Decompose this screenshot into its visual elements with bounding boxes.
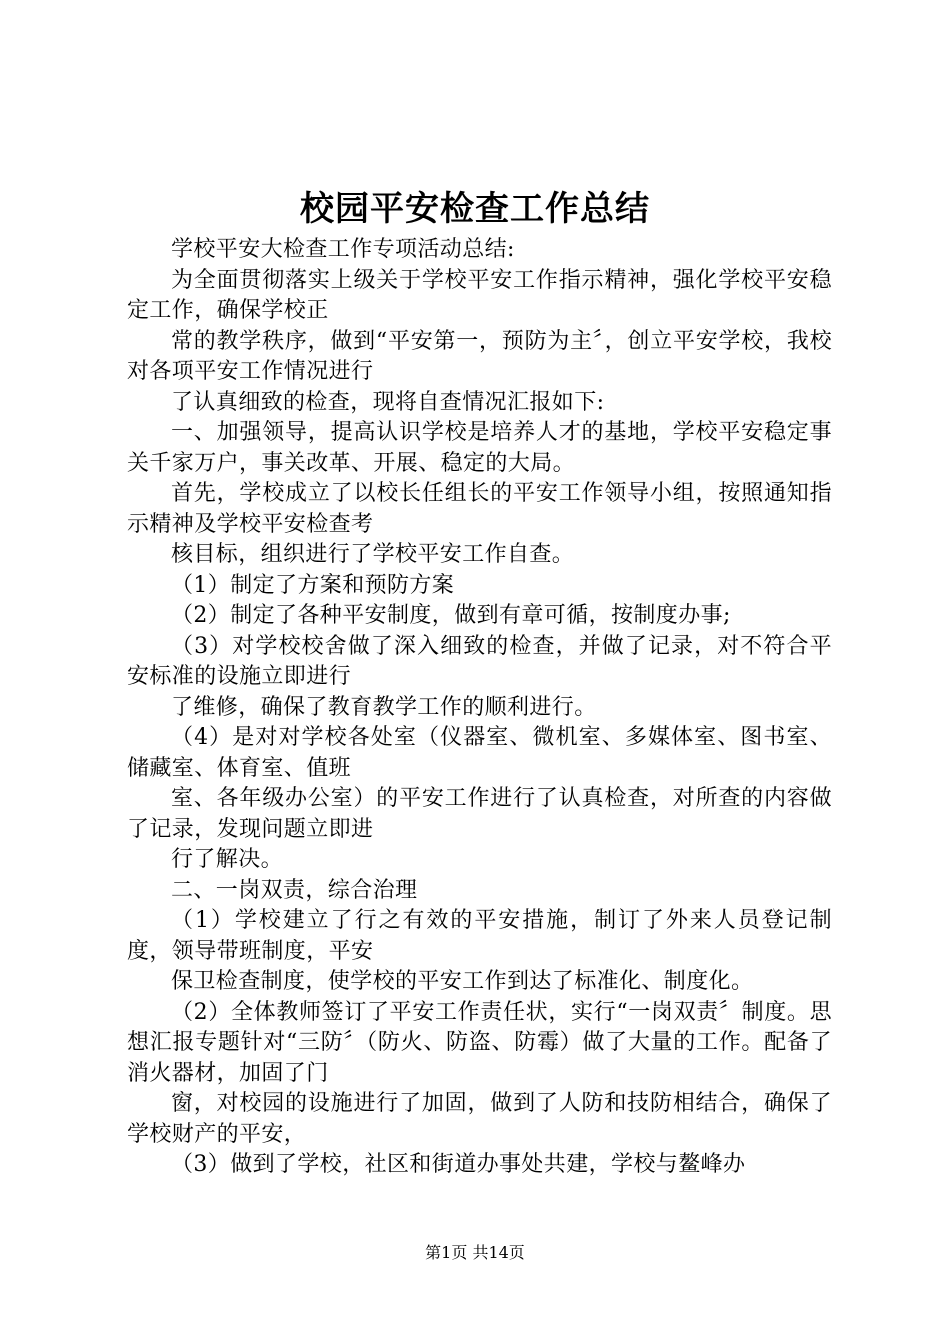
paragraph: （2）全体教师签订了平安工作责任状，实行“一岗双责〞制度。思想汇报专题针对“三防〞（防火、防盗、防霉）做了大量的工作。配备了消火器材，加固了门 [127, 999, 832, 1086]
document-body [127, 235, 832, 1181]
paragraph: 常的教学秩序，做到“平安第一，预防为主〞，创立平安学校，我校对各项平安工作情况进行 [127, 328, 832, 384]
paragraph: （1）学校建立了行之有效的平安措施，制订了外来人员登记制度，领导带班制度，平安 [127, 908, 832, 964]
paragraph: 了维修，确保了教育教学工作的顺利进行。 [171, 694, 597, 720]
paragraph: 窗，对校园的设施进行了加固，做到了人防和技防相结合，确保了学校财产的平安， [127, 1091, 832, 1147]
paragraph: 为全面贯彻落实上级关于学校平安工作指示精神，强化学校平安稳定工作，确保学校正 [127, 267, 832, 323]
paragraph: 学校平安大检查工作专项活动总结: [171, 237, 515, 262]
paragraph: （3）对学校校舍做了深入细致的检查，并做了记录，对不符合平安标准的设施立即进行 [127, 633, 832, 689]
document-title: 校园平安检查工作总结 [300, 189, 650, 229]
paragraph: 了认真细致的检查，现将自查情况汇报如下: [171, 389, 605, 415]
paragraph: 核目标，组织进行了学校平安工作自查。 [171, 542, 575, 567]
paragraph: （1）制定了方案和预防方案 [171, 572, 455, 598]
paragraph: （4）是对对学校各处室（仪器室、微机室、多媒体室、图书室、储藏室、体育室、值班 [127, 725, 832, 781]
paragraph: 行了解决。 [171, 847, 284, 872]
paragraph: （2）制定了各种平安制度，做到有章可循，按制度办事; [171, 603, 731, 628]
paragraph: 首先，学校成立了以校长任组长的平安工作领导小组，按照通知指示精神及学校平安检查考 [127, 481, 832, 537]
paragraph: （3）做到了学校，社区和街道办事处共建，学校与鳌峰办 [171, 1152, 746, 1177]
page-footer: 第1页 共14页 [425, 1243, 525, 1262]
paragraph: 二、一岗双责，综合治理 [171, 877, 418, 903]
paragraph: 保卫检查制度，使学校的平安工作到达了标准化、制度化。 [171, 969, 754, 994]
paragraph: 室、各年级办公室）的平安工作进行了认真检查，对所查的内容做了记录，发现问题立即进 [127, 786, 832, 842]
paragraph: 一、加强领导，提高认识学校是培养人才的基地，学校平安稳定事关千家万户，事关改革、开展、稳定的大局。 [127, 420, 832, 476]
